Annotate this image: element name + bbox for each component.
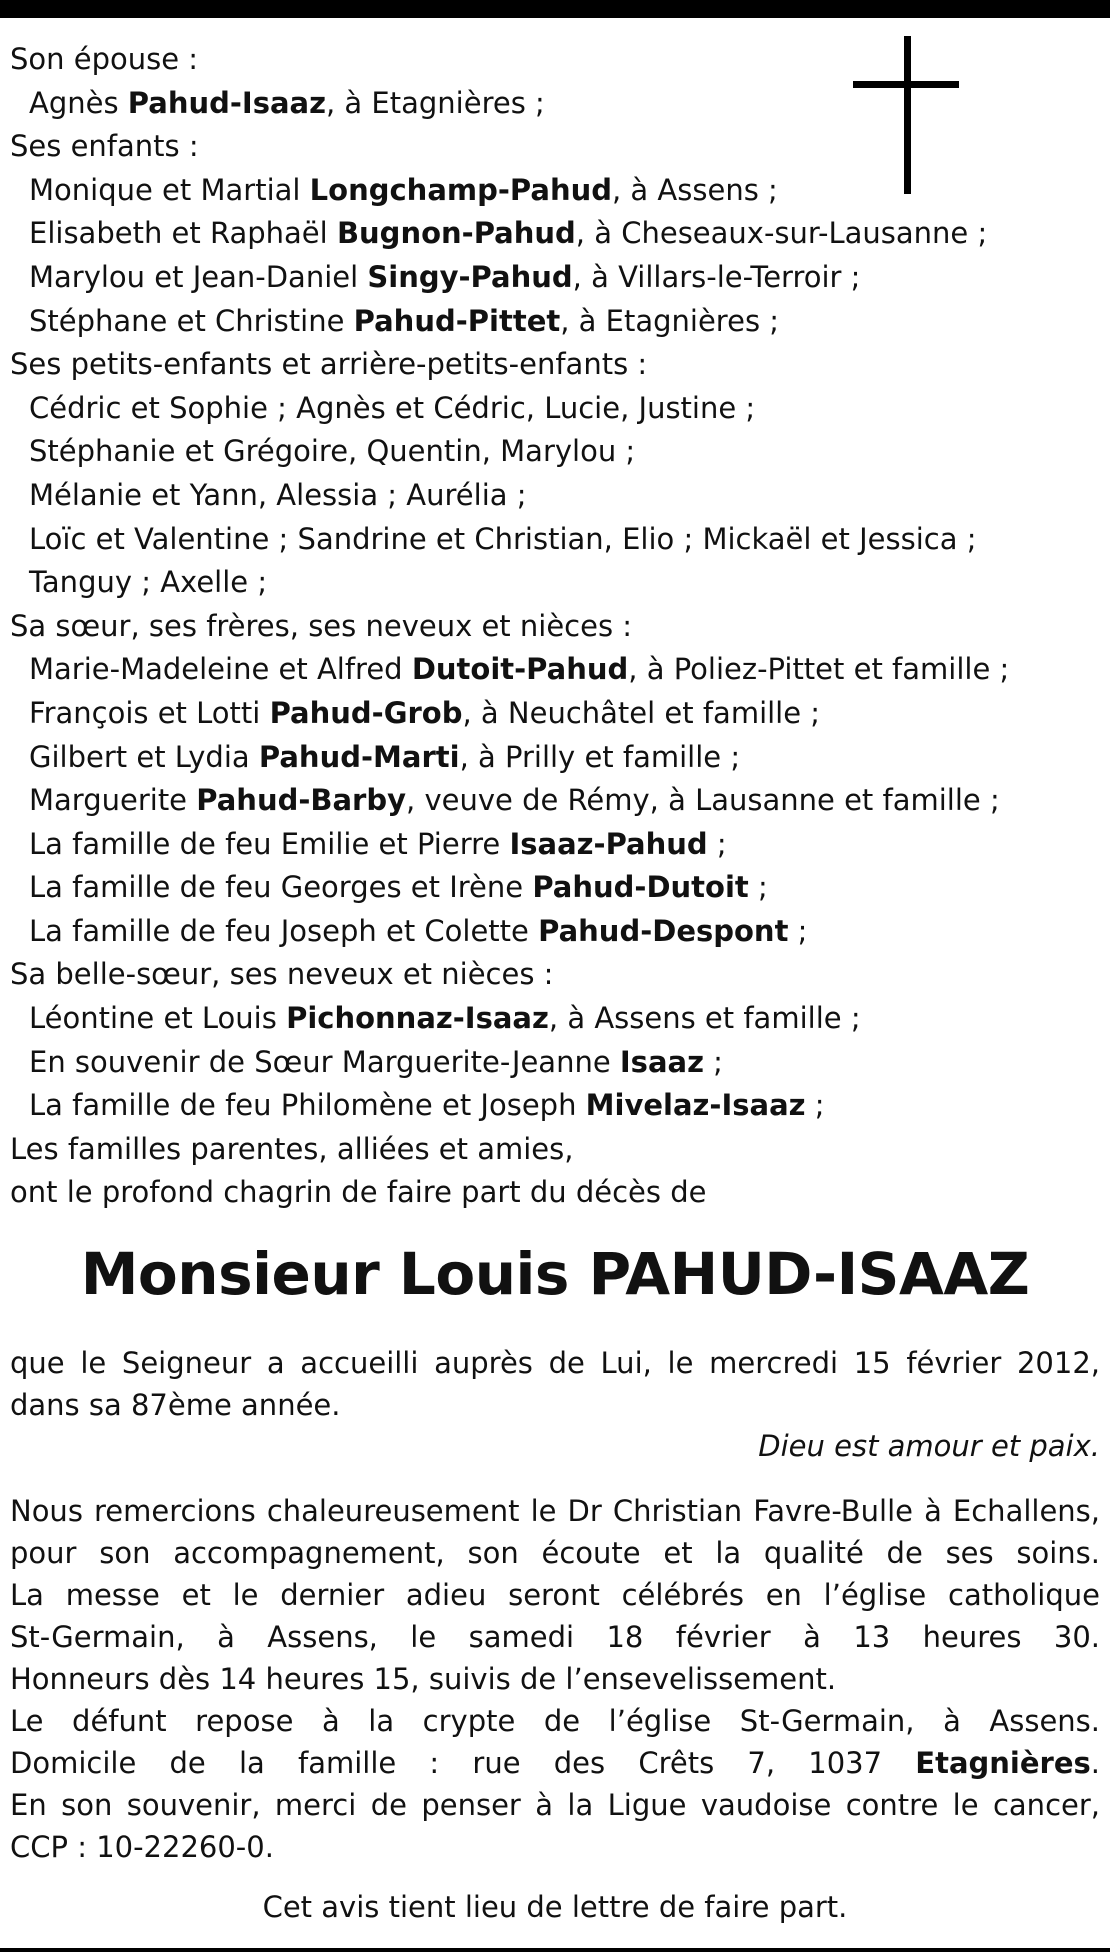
entry-text: Monique et Martial <box>29 172 310 207</box>
entry-suffix: , veuve de Rémy, à Lausanne et famille ; <box>406 783 1000 818</box>
entry-text: La famille de feu Georges et Irène <box>29 870 533 905</box>
family-surname: Mivelaz-Isaaz <box>585 1088 806 1123</box>
announcement <box>10 1342 1100 1426</box>
entry-text: Les familles parentes, alliées et amies, <box>10 1131 574 1166</box>
entry-text: La famille de feu Philomène et Joseph <box>29 1088 586 1123</box>
entry-text: Ses petits-enfants et arrière-petits-enfants : <box>10 347 648 382</box>
family-heading <box>10 343 1100 387</box>
details-line <box>10 1784 1100 1826</box>
announcement-line: dans sa 87ème année. <box>10 1388 341 1422</box>
family-entry <box>10 256 1100 300</box>
family-heading <box>10 953 1100 997</box>
family-list <box>10 38 1100 1215</box>
family-heading <box>10 605 1100 649</box>
entry-suffix: , à Prilly et famille ; <box>459 739 741 774</box>
family-entry <box>10 1084 1100 1128</box>
family-entry <box>10 692 1100 736</box>
details-text: La messe et le dernier adieu seront célébrés en l’église catholique <box>10 1578 1100 1612</box>
deceased-name: Monsieur Louis PAHUD-ISAAZ <box>80 1240 1030 1308</box>
entry-text: La famille de feu Emilie et Pierre <box>29 826 510 861</box>
entry-suffix: , à Assens ; <box>612 172 778 207</box>
family-surname: Longchamp-Pahud <box>309 172 612 207</box>
family-surname: Pahud-Despont <box>538 913 789 948</box>
entry-suffix: ; <box>788 913 808 948</box>
closing-note: Cet avis tient lieu de lettre de faire part. <box>262 1890 848 1924</box>
family-heading <box>10 38 1100 82</box>
entry-suffix: , à Cheseaux-sur-Lausanne ; <box>575 216 988 251</box>
details-text: St-Germain, à Assens, le samedi 18 février à 13 heures 30. <box>10 1620 1100 1654</box>
details-line <box>10 1826 1100 1868</box>
entry-text: Cédric et Sophie ; Agnès et Cédric, Lucie, Justine ; <box>29 390 756 425</box>
family-entry <box>10 997 1100 1041</box>
entry-text: Tanguy ; Axelle ; <box>29 565 268 600</box>
family-surname: Dutoit-Pahud <box>411 652 629 687</box>
family-surname: Singy-Pahud <box>367 259 573 294</box>
family-entry <box>10 736 1100 780</box>
entry-text: Stéphane et Christine <box>29 303 354 338</box>
family-entry <box>10 561 1100 605</box>
bottom-border <box>0 1948 1110 1952</box>
family-entry <box>10 430 1100 474</box>
entry-suffix: ; <box>707 826 727 861</box>
family-entry <box>10 169 1100 213</box>
family-entry <box>10 474 1100 518</box>
details-line <box>10 1616 1100 1658</box>
details-text: En son souvenir, merci de penser à la Ligue vaudoise contre le cancer, <box>10 1788 1100 1822</box>
family-heading <box>10 1128 1100 1172</box>
place-name: Etagnières <box>915 1746 1091 1780</box>
details-line <box>10 1658 1100 1700</box>
entry-suffix: , à Neuchâtel et famille ; <box>462 695 821 730</box>
details-text: CCP : 10-22260-0. <box>10 1830 274 1864</box>
entry-text: Son épouse : <box>10 42 199 76</box>
entry-text: Léontine et Louis <box>29 1001 287 1036</box>
quote: Dieu est amour et paix. <box>758 1429 1100 1463</box>
family-surname: Pahud-Pittet <box>353 303 561 338</box>
entry-text: Marylou et Jean-Daniel <box>29 259 368 294</box>
family-entry <box>10 823 1100 867</box>
entry-text: Elisabeth et Raphaël <box>29 216 337 251</box>
details-line <box>10 1700 1100 1742</box>
family-entry <box>10 212 1100 256</box>
entry-suffix: , à Etagnières ; <box>560 303 780 338</box>
entry-text: Mélanie et Yann, Alessia ; Aurélia ; <box>29 477 527 512</box>
entry-text: François et Lotti <box>29 695 270 730</box>
family-surname: Bugnon-Pahud <box>336 216 576 251</box>
family-entry <box>10 82 1100 126</box>
entry-text: Ses enfants : <box>10 129 199 164</box>
family-entry <box>10 518 1100 562</box>
entry-text: Sa sœur, ses frères, ses neveux et nièces : <box>10 608 633 643</box>
details-text: Le défunt repose à la crypte de l’église St-Germain, à Assens. <box>10 1704 1100 1738</box>
family-entry <box>10 910 1100 954</box>
entry-text: Marie-Madeleine et Alfred <box>29 652 412 687</box>
family-heading <box>10 125 1100 169</box>
family-heading <box>10 1171 1100 1215</box>
family-entry <box>10 648 1100 692</box>
family-surname: Isaaz-Pahud <box>509 826 708 861</box>
entry-suffix: , à Assens et famille ; <box>548 1001 861 1036</box>
family-entry <box>10 1041 1100 1085</box>
top-border <box>0 0 1110 18</box>
entry-text: La famille de feu Joseph et Colette <box>29 913 539 948</box>
family-surname: Pahud-Dutoit <box>532 870 749 905</box>
family-entry <box>10 779 1100 823</box>
family-entry <box>10 300 1100 344</box>
entry-text: Stéphanie et Grégoire, Quentin, Marylou ; <box>29 434 636 469</box>
details-suffix: . <box>1090 1746 1100 1780</box>
entry-text: Loïc et Valentine ; Sandrine et Christian, Elio ; Mickaël et Jessica ; <box>29 521 977 556</box>
entry-text: Agnès <box>29 85 128 120</box>
details-text: pour son accompagnement, son écoute et la qualité de ses soins. <box>10 1536 1100 1570</box>
entry-suffix: , à Etagnières ; <box>326 85 545 120</box>
entry-suffix: ; <box>748 870 768 905</box>
family-entry <box>10 866 1100 910</box>
entry-suffix: , à Villars-le-Terroir ; <box>572 259 861 294</box>
entry-text: Sa belle-sœur, ses neveux et nièces : <box>10 957 554 992</box>
details-line <box>10 1490 1100 1532</box>
family-surname: Isaaz <box>619 1044 704 1079</box>
details-text: Domicile de la famille : rue des Crêts 7, 1037 <box>10 1746 916 1780</box>
announcement-line: que le Seigneur a accueilli auprès de Lui, le mercredi 15 février 2012, <box>10 1346 1100 1380</box>
details-text: Nous remercions chaleureusement le Dr Christian Favre-Bulle à Echallens, <box>10 1494 1100 1528</box>
family-surname: Pichonnaz-Isaaz <box>286 1001 549 1036</box>
details-text: Honneurs dès 14 heures 15, suivis de l’ensevelissement. <box>10 1662 837 1696</box>
family-surname: Pahud-Isaaz <box>127 85 326 120</box>
entry-text: En souvenir de Sœur Marguerite-Jeanne <box>29 1044 620 1079</box>
entry-text: ont le profond chagrin de faire part du décès de <box>10 1175 707 1210</box>
funeral-details <box>10 1490 1100 1868</box>
family-surname: Pahud-Barby <box>196 783 407 818</box>
details-line <box>10 1532 1100 1574</box>
entry-suffix: , à Poliez-Pittet et famille ; <box>628 652 1010 687</box>
details-line <box>10 1742 1100 1784</box>
entry-suffix: ; <box>703 1044 723 1079</box>
family-entry <box>10 387 1100 431</box>
details-line <box>10 1574 1100 1616</box>
family-surname: Pahud-Grob <box>269 695 463 730</box>
family-surname: Pahud-Marti <box>258 739 460 774</box>
entry-text: Gilbert et Lydia <box>29 739 259 774</box>
entry-text: Marguerite <box>29 783 197 818</box>
entry-suffix: ; <box>805 1088 825 1123</box>
